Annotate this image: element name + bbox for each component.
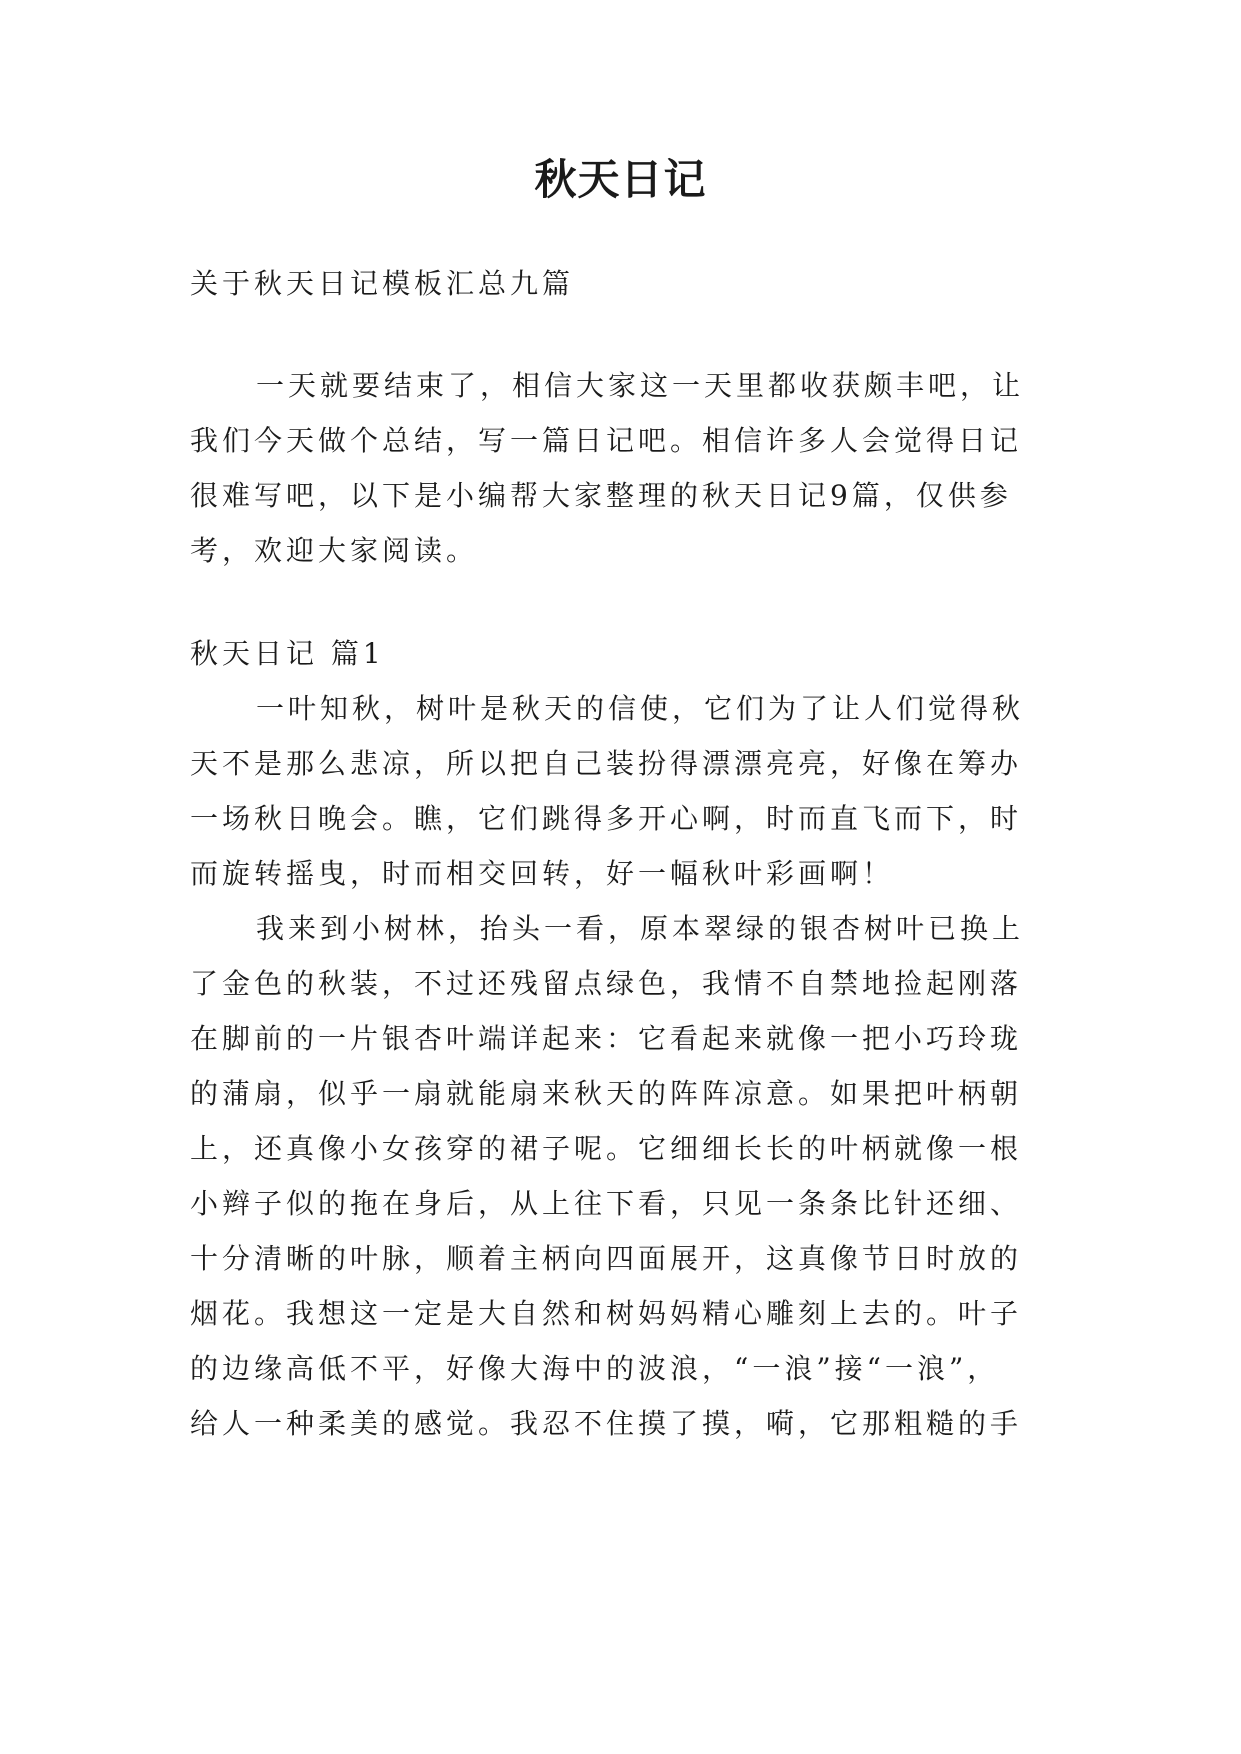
- paragraph-line: 我来到小树林，抬头一看，原本翠绿的银杏树叶已换上: [256, 912, 1025, 945]
- paragraph-line: 而旋转摇曳，时而相交回转，好一幅秋叶彩画啊！: [190, 857, 895, 890]
- intro-line: 考，欢迎大家阅读。: [190, 534, 479, 567]
- intro-line: 很难写吧，以下是小编帮大家整理的秋天日记9篇，仅供参: [190, 479, 1012, 512]
- intro-line: 一天就要结束了，相信大家这一天里都收获颇丰吧，让: [256, 369, 1025, 402]
- section-heading: 秋天日记 篇1: [190, 637, 385, 670]
- paragraph-line: 一场秋日晚会。瞧，它们跳得多开心啊，时而直飞而下，时: [190, 802, 1023, 835]
- paragraph-line: 天不是那么悲凉，所以把自己装扮得漂漂亮亮，好像在筹办: [190, 747, 1023, 780]
- paragraph-line: 的蒲扇，似乎一扇就能扇来秋天的阵阵凉意。如果把叶柄朝: [190, 1077, 1023, 1110]
- page-title: 秋天日记: [534, 155, 707, 204]
- intro-line: 我们今天做个总结，写一篇日记吧。相信许多人会觉得日记: [190, 424, 1023, 457]
- paragraph-line: 的边缘高低不平，好像大海中的波浪，“一浪”接“一浪”，: [190, 1352, 1000, 1385]
- paragraph-line: 小辫子似的拖在身后，从上往下看，只见一条条比针还细、: [190, 1187, 1023, 1220]
- document-subtitle: 关于秋天日记模板汇总九篇: [190, 267, 575, 300]
- paragraph-line: 给人一种柔美的感觉。我忍不住摸了摸，嗬，它那粗糙的手: [190, 1407, 1023, 1440]
- paragraph-line: 十分清晰的叶脉，顺着主柄向四面展开，这真像节日时放的: [190, 1242, 1023, 1275]
- paragraph-line: 了金色的秋装，不过还残留点绿色，我情不自禁地捡起刚落: [190, 967, 1023, 1000]
- paragraph-line: 上，还真像小女孩穿的裙子呢。它细细长长的叶柄就像一根: [190, 1132, 1023, 1165]
- paragraph-line: 一叶知秋，树叶是秋天的信使，它们为了让人们觉得秋: [256, 692, 1025, 725]
- paragraph-line: 在脚前的一片银杏叶端详起来：它看起来就像一把小巧玲珑: [190, 1022, 1023, 1055]
- paragraph-line: 烟花。我想这一定是大自然和树妈妈精心雕刻上去的。叶子: [190, 1297, 1023, 1330]
